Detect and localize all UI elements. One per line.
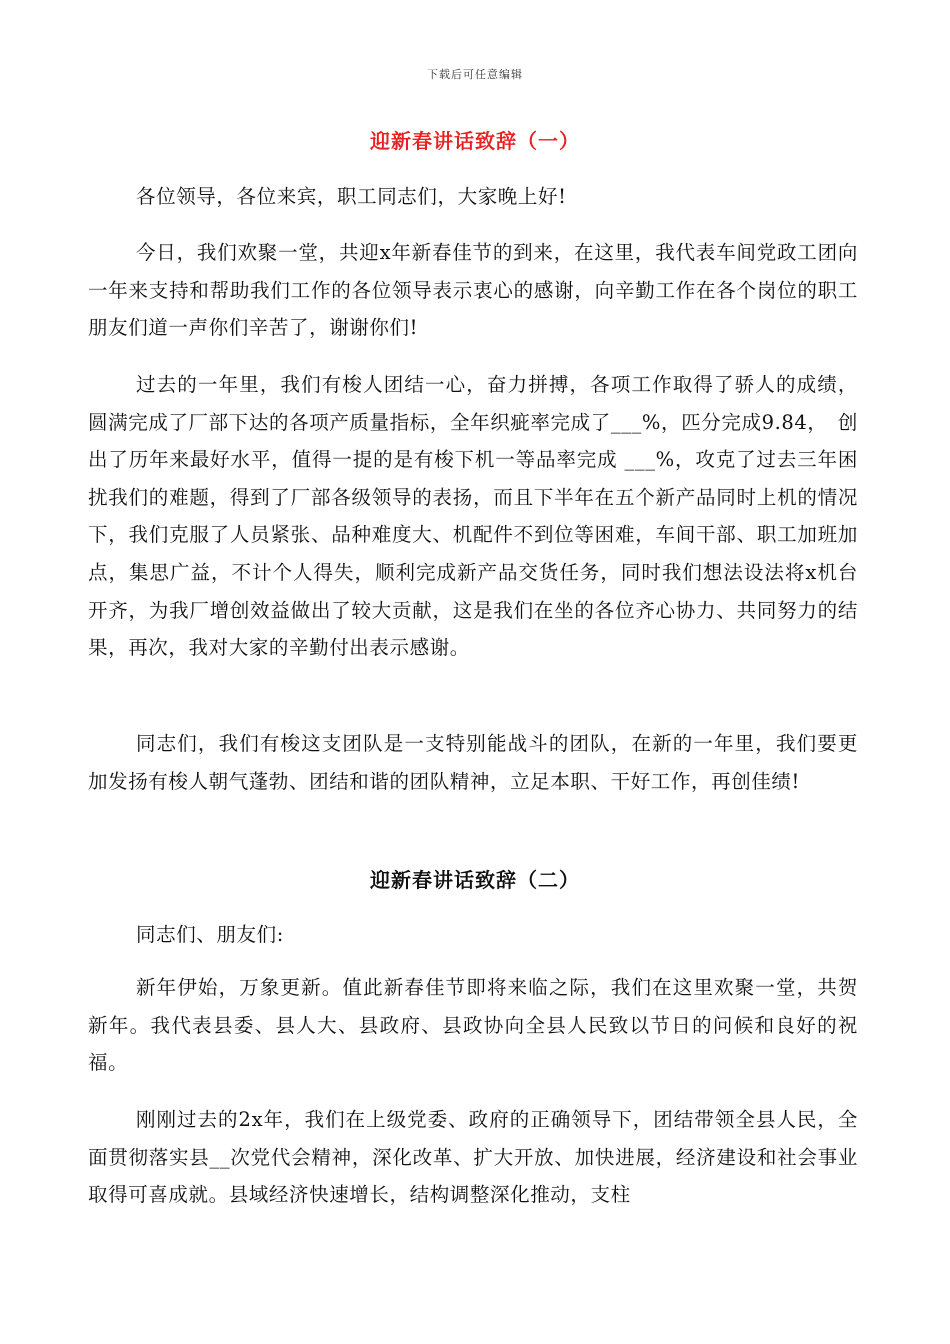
speech1-paragraph-3: 过去的一年里，我们有梭人团结一心，奋力拼搏，各项工作取得了骄人的成绩，圆满完成了厂部下达的各项产质量指标，全年织疵率完成了___%，匹分完成9.84， 创出了历年来最好水平，值得一提的是有梭下机一等品率完成 ___%，攻克了过去三年困扰我们的难题，得到了厂部各级领导的表扬，而且下半年在五个新产品同时上机的情况下，我们克服了人员紧张、品种难度大、机配件不到位等困难，车间干部、职工加班加点，集思广益，不计个人得失，顺利完成新产品交货任务，同时我们想法设法将x机台开齐，为我厂增创效益做出了较大贡献，这是我们在坐的各位齐心协力、共同努力的结果，再次，我对大家的辛勤付出表示感谢。 — [88, 373, 858, 660]
speech1-paragraph-2: 今日，我们欢聚一堂，共迎x年新春佳节的到来，在这里，我代表车间党政工团向一年来支持和帮助我们工作的各位领导表示衷心的感谢，向辛勤工作在各个岗位的职工朋友们道一声你们辛苦了，谢谢你们! — [88, 241, 858, 340]
speech2-paragraph-3: 刚刚过去的2x年，我们在上级党委、政府的正确领导下，团结带领全县人民，全面贯彻落实县__次党代会精神，深化改革、扩大开放、加快进展，经济建设和社会事业取得可喜成就。县域经济快速增长，结构调整深化推动，支柱 — [88, 1108, 858, 1207]
speech1-paragraph-4: 同志们，我们有梭这支团队是一支特别能战斗的团队，在新的一年里，我们要更加发扬有梭人朝气蓬勃、团结和谐的团队精神，立足本职、干好工作，再创佳绩! — [88, 732, 858, 793]
speech2-paragraph-1: 同志们、朋友们: — [136, 923, 284, 946]
speech1-title: 迎新春讲话致辞（一） — [370, 129, 580, 153]
speech1-paragraph-1: 各位领导，各位来宾，职工同志们，大家晚上好! — [136, 185, 567, 208]
speech2-title: 迎新春讲话致辞（二） — [370, 868, 580, 892]
header-note: 下载后可任意编辑 — [427, 68, 523, 81]
speech2-paragraph-2: 新年伊始，万象更新。值此新春佳节即将来临之际，我们在这里欢聚一堂，共贺新年。我代表县委、县人大、县政府、县政协向全县人民致以节日的问候和良好的祝福。 — [88, 976, 858, 1075]
